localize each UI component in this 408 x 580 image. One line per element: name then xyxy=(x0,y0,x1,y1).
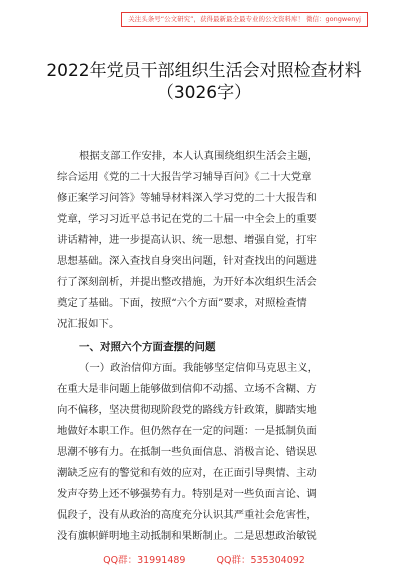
intro-line: 根据支部工作安排，本人认真围绕组织生活会主题， xyxy=(79,150,318,162)
paragraph-line: 思潮不够有力。在抵制一些负面信息、消极言论、错误思 xyxy=(57,446,317,458)
paragraph-line: 侃段子，没有从政治的高度充分认识其严重社会危害性， xyxy=(57,509,317,521)
paragraph-line: 发声夺势上还不够强势有力。特别是对一些负面言论、调 xyxy=(57,488,317,500)
document-body xyxy=(57,146,352,547)
paragraph-line: 地做好本职工作。但仍然存在一定的问题：一是抵制负面 xyxy=(57,425,317,437)
paragraph-line: 没有旗帜鲜明地主动抵制和果断制止。二是思想政治敏锐 xyxy=(57,530,317,542)
section-heading: 一、对照六个方面查摆的问题 xyxy=(79,341,216,353)
intro-line: 况汇报如下。 xyxy=(57,318,120,330)
footer-watermark xyxy=(0,554,408,568)
intro-line: 修正案学习问答》等辅导材料深入学习党的二十大报告和 xyxy=(57,192,317,204)
intro-line: 思想基础。深入查找自身突出问题，针对查找出的问题进 xyxy=(57,255,317,267)
paragraph-line: （一）政治信仰方面。我能够坚定信仰马克思主义， xyxy=(79,362,318,374)
intro-line: 综合运用《党的二十大报告学习辅导百问》《二十大党章 xyxy=(57,171,312,183)
document-title xyxy=(0,60,408,104)
footer-qq-group-2: QQ群：535304092 xyxy=(216,555,305,566)
intro-line: 行了深刻剖析，并提出整改措施，为开好本次组织生活会 xyxy=(57,276,317,288)
title-line-1: 2022年党员干部组织生活会对照检查材料 xyxy=(46,61,362,81)
intro-line: 党章，学习习近平总书记在党的二十届一中全会上的重要 xyxy=(57,213,317,225)
intro-line: 奠定了基础。下面，按照“六个方面”要求，对照检查情 xyxy=(57,297,307,309)
paragraph-line: 向不偏移，坚决贯彻现阶段党的路线方针政策，脚踏实地 xyxy=(57,404,317,416)
intro-paragraph xyxy=(57,146,352,335)
header-watermark-banner: 关注头条号“公文研究”，获得最新最全最专业的公文资料库！ 微信：gongwenyj xyxy=(121,12,368,27)
paragraph-line: 潮缺乏应有的警觉和有效的应对，在正面引导舆情、主动 xyxy=(57,467,317,479)
intro-line: 讲话精神，进一步提高认识、统一思想、增强自觉，打牢 xyxy=(57,234,317,246)
footer-qq-group-1: QQ群：31991489 xyxy=(103,555,186,566)
title-line-2: （3026字） xyxy=(156,83,252,103)
political-belief-paragraph xyxy=(57,358,352,547)
paragraph-line: 在重大是非问题上能够做到信仰不动摇、立场不含糊、方 xyxy=(57,383,317,395)
